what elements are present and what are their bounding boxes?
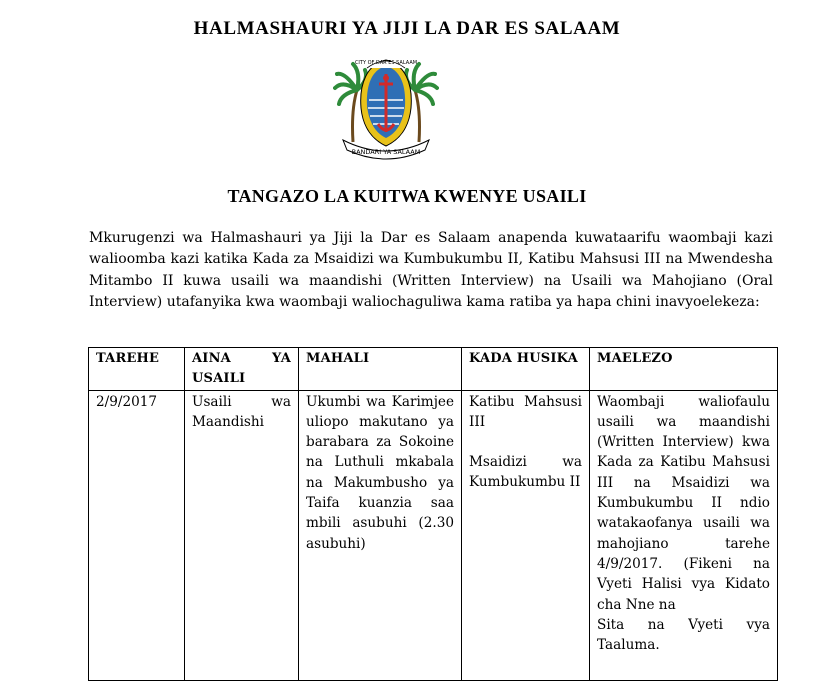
notice-intro-paragraph: Mkurugenzi wa Halmashauri ya Jiji la Dar es Salaam anapenda kuwataarifu waombaji kazi walioomba kazi katika Kada za Msaidizi wa Kumbukumbu II, Katibu Mahsusi III na Mwendesha Mitambo II kuwa usaili wa maandishi (Written Interview) na Usaili wa Mahojiano (Oral Interview) utafanyika kwa waombaji waliochaguliwa kama ratiba ya hapa chini inavyoelekeza: [89, 230, 773, 311]
header-aina-ya-usaili: AINA YA USAILI [185, 348, 299, 391]
header-kada-husika: KADA HUSIKA [462, 348, 590, 391]
kada-msaidizi-kumbukumbu: Msaidizi wa Kumbukumbu II [469, 454, 582, 491]
table-header-row [89, 348, 778, 391]
cell-tarehe: 2/9/2017 [89, 390, 185, 680]
notice-title: TANGAZO LA KUITWA KWENYE USAILI [227, 186, 587, 206]
header-maelezo: MAELEZO [590, 348, 778, 391]
seal-top-text: CITY OF DAR ES SALAAM [354, 60, 418, 66]
table-row [89, 390, 778, 680]
maelezo-part-2: Sita na Vyeti vya Taaluma. [597, 616, 770, 654]
cell-kada-husika [462, 390, 590, 680]
kada-katibu-mahsusi: Katibu Mahsusi III [469, 393, 582, 430]
interview-schedule-table [88, 347, 778, 681]
maelezo-part-1: Waombaji waliofaulu usaili wa maandishi (Written Interview) kwa Kada za Katibu Mahsusi III na Msaidizi wa Kumbukumbu II ndio watakaofanya usaili wa mahojiano tarehe 4/9/2017. (Fikeni na Vyeti Halisi vya Kidato cha Nne na [597, 393, 770, 613]
cell-maelezo [590, 390, 778, 680]
organization-heading: HALMASHAURI YA JIJI LA DAR ES SALAAM [193, 18, 621, 39]
header-tarehe: TAREHE [89, 348, 185, 391]
header-mahali: MAHALI [299, 348, 462, 391]
city-seal-emblem [333, 50, 439, 160]
cell-mahali: Ukumbi wa Karimjee uliopo makutano ya barabara za Sokoine na Luthuli mkabala na Makumbusho ya Taifa kuanzia saa mbili asubuhi (2.30 asubuhi) [299, 390, 462, 680]
seal-bottom-text: BANDARI YA SALAAM [351, 148, 421, 156]
cell-aina-ya-usaili: Usaili wa Maandishi [185, 390, 299, 680]
